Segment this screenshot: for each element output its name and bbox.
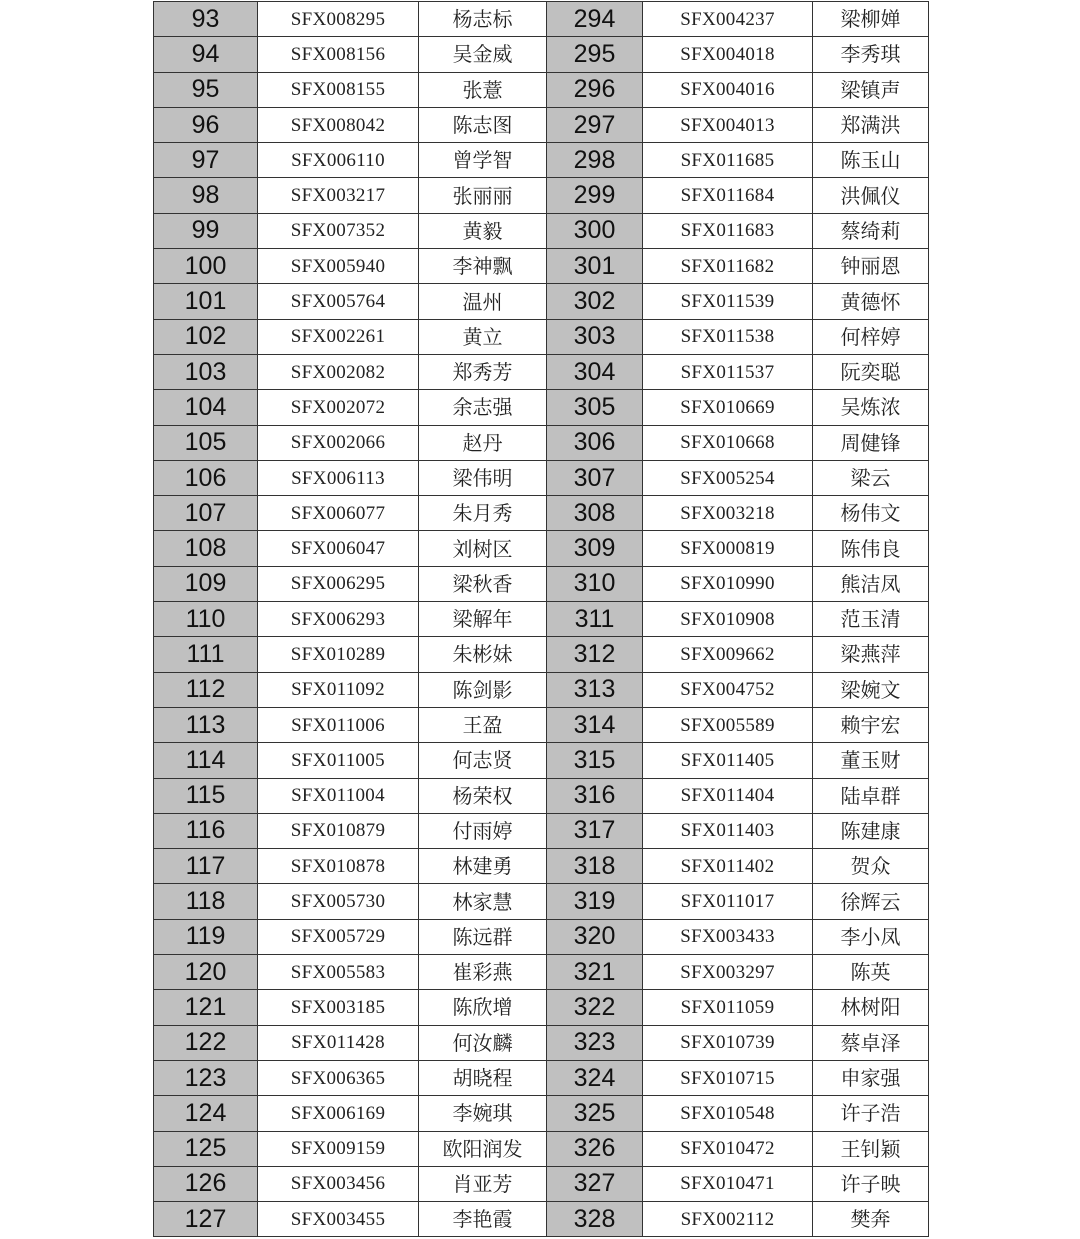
member-code-right: SFX010739	[643, 1025, 813, 1060]
row-number-left: 113	[154, 707, 258, 742]
table-row	[154, 319, 929, 354]
member-code-right: SFX003433	[643, 919, 813, 954]
member-name-left: 欧阳润发	[419, 1131, 547, 1166]
member-name-left: 温州	[419, 284, 547, 319]
member-code-left: SFX006169	[258, 1096, 419, 1131]
row-number-right: 325	[547, 1096, 643, 1131]
row-number-left: 116	[154, 813, 258, 848]
member-code-right: SFX011405	[643, 743, 813, 778]
table-row	[154, 707, 929, 742]
member-name-right: 陈玉山	[813, 143, 929, 178]
member-code-right: SFX004013	[643, 107, 813, 142]
row-number-left: 95	[154, 72, 258, 107]
member-code-left: SFX006077	[258, 496, 419, 531]
member-code-left: SFX002066	[258, 425, 419, 460]
member-name-right: 许子浩	[813, 1096, 929, 1131]
member-code-right: SFX011685	[643, 143, 813, 178]
member-name-left: 李神飘	[419, 249, 547, 284]
row-number-right: 313	[547, 672, 643, 707]
member-name-right: 陈建康	[813, 813, 929, 848]
member-name-right: 陈英	[813, 955, 929, 990]
row-number-left: 119	[154, 919, 258, 954]
member-code-left: SFX006365	[258, 1060, 419, 1095]
table-row	[154, 390, 929, 425]
member-name-left: 林家慧	[419, 884, 547, 919]
row-number-left: 114	[154, 743, 258, 778]
row-number-right: 322	[547, 990, 643, 1025]
member-name-right: 梁婉文	[813, 672, 929, 707]
member-name-left: 胡晓程	[419, 1060, 547, 1095]
member-name-right: 许子映	[813, 1166, 929, 1201]
table-row	[154, 72, 929, 107]
row-number-left: 112	[154, 672, 258, 707]
row-number-left: 110	[154, 602, 258, 637]
roster-table-container	[153, 1, 928, 1238]
member-name-left: 付雨婷	[419, 813, 547, 848]
member-name-left: 黄毅	[419, 213, 547, 248]
member-code-right: SFX011682	[643, 249, 813, 284]
member-name-left: 张丽丽	[419, 178, 547, 213]
member-name-left: 朱彬妹	[419, 637, 547, 672]
row-number-left: 97	[154, 143, 258, 178]
row-number-left: 93	[154, 2, 258, 37]
member-code-right: SFX004237	[643, 2, 813, 37]
table-row	[154, 1025, 929, 1060]
row-number-right: 296	[547, 72, 643, 107]
table-row	[154, 778, 929, 813]
row-number-right: 320	[547, 919, 643, 954]
member-name-left: 何汝麟	[419, 1025, 547, 1060]
member-name-right: 吴炼浓	[813, 390, 929, 425]
member-name-right: 徐辉云	[813, 884, 929, 919]
member-code-right: SFX011684	[643, 178, 813, 213]
member-name-left: 崔彩燕	[419, 955, 547, 990]
table-row	[154, 884, 929, 919]
member-code-left: SFX002072	[258, 390, 419, 425]
member-name-right: 何梓婷	[813, 319, 929, 354]
row-number-left: 121	[154, 990, 258, 1025]
member-code-right: SFX011059	[643, 990, 813, 1025]
member-name-left: 陈志图	[419, 107, 547, 142]
member-name-left: 吴金威	[419, 37, 547, 72]
member-code-left: SFX005583	[258, 955, 419, 990]
row-number-right: 324	[547, 1060, 643, 1095]
row-number-right: 323	[547, 1025, 643, 1060]
row-number-right: 314	[547, 707, 643, 742]
row-number-left: 107	[154, 496, 258, 531]
member-code-left: SFX008295	[258, 2, 419, 37]
table-row	[154, 637, 929, 672]
row-number-left: 102	[154, 319, 258, 354]
member-name-right: 梁镇声	[813, 72, 929, 107]
member-code-left: SFX006293	[258, 602, 419, 637]
member-code-left: SFX010289	[258, 637, 419, 672]
member-code-right: SFX011403	[643, 813, 813, 848]
row-number-right: 305	[547, 390, 643, 425]
table-row	[154, 460, 929, 495]
member-code-right: SFX010715	[643, 1060, 813, 1095]
table-row	[154, 1060, 929, 1095]
member-name-right: 洪佩仪	[813, 178, 929, 213]
member-code-right: SFX010472	[643, 1131, 813, 1166]
row-number-left: 108	[154, 531, 258, 566]
row-number-left: 127	[154, 1202, 258, 1237]
member-code-left: SFX010879	[258, 813, 419, 848]
row-number-left: 111	[154, 637, 258, 672]
member-name-right: 蔡卓泽	[813, 1025, 929, 1060]
member-name-left: 郑秀芳	[419, 354, 547, 389]
member-code-left: SFX003185	[258, 990, 419, 1025]
member-name-right: 范玉清	[813, 602, 929, 637]
row-number-right: 308	[547, 496, 643, 531]
table-row	[154, 743, 929, 778]
member-name-right: 熊洁凤	[813, 566, 929, 601]
member-name-right: 钟丽恩	[813, 249, 929, 284]
row-number-right: 306	[547, 425, 643, 460]
table-row	[154, 813, 929, 848]
member-name-right: 陈伟良	[813, 531, 929, 566]
member-code-right: SFX010668	[643, 425, 813, 460]
table-row	[154, 213, 929, 248]
table-row	[154, 354, 929, 389]
member-name-left: 张薏	[419, 72, 547, 107]
roster-table	[153, 1, 929, 1237]
member-name-left: 黄立	[419, 319, 547, 354]
row-number-right: 328	[547, 1202, 643, 1237]
member-code-left: SFX005764	[258, 284, 419, 319]
row-number-right: 317	[547, 813, 643, 848]
row-number-left: 94	[154, 37, 258, 72]
member-name-right: 蔡绮莉	[813, 213, 929, 248]
row-number-right: 318	[547, 849, 643, 884]
member-code-right: SFX010669	[643, 390, 813, 425]
table-row	[154, 955, 929, 990]
member-name-right: 董玉财	[813, 743, 929, 778]
table-row	[154, 249, 929, 284]
member-code-left: SFX003217	[258, 178, 419, 213]
member-code-right: SFX009662	[643, 637, 813, 672]
member-code-left: SFX006295	[258, 566, 419, 601]
table-row	[154, 425, 929, 460]
row-number-right: 300	[547, 213, 643, 248]
table-row	[154, 178, 929, 213]
member-code-left: SFX006047	[258, 531, 419, 566]
member-code-right: SFX003297	[643, 955, 813, 990]
table-row	[154, 2, 929, 37]
member-code-left: SFX005730	[258, 884, 419, 919]
member-code-left: SFX002261	[258, 319, 419, 354]
member-code-left: SFX002082	[258, 354, 419, 389]
member-code-right: SFX000819	[643, 531, 813, 566]
row-number-right: 302	[547, 284, 643, 319]
row-number-right: 311	[547, 602, 643, 637]
row-number-right: 295	[547, 37, 643, 72]
member-name-right: 李小凤	[813, 919, 929, 954]
row-number-left: 122	[154, 1025, 258, 1060]
member-name-right: 梁云	[813, 460, 929, 495]
member-name-left: 肖亚芳	[419, 1166, 547, 1201]
member-name-left: 余志强	[419, 390, 547, 425]
table-row	[154, 990, 929, 1025]
member-code-right: SFX010471	[643, 1166, 813, 1201]
member-code-right: SFX010548	[643, 1096, 813, 1131]
member-name-left: 梁伟明	[419, 460, 547, 495]
table-row	[154, 284, 929, 319]
member-name-left: 陈欣增	[419, 990, 547, 1025]
table-row	[154, 602, 929, 637]
member-name-left: 何志贤	[419, 743, 547, 778]
member-code-left: SFX011005	[258, 743, 419, 778]
row-number-left: 105	[154, 425, 258, 460]
member-code-left: SFX003455	[258, 1202, 419, 1237]
row-number-left: 104	[154, 390, 258, 425]
member-code-right: SFX011537	[643, 354, 813, 389]
row-number-right: 303	[547, 319, 643, 354]
row-number-left: 109	[154, 566, 258, 601]
member-code-right: SFX011683	[643, 213, 813, 248]
row-number-right: 312	[547, 637, 643, 672]
member-code-right: SFX011017	[643, 884, 813, 919]
member-code-right: SFX004016	[643, 72, 813, 107]
table-row	[154, 919, 929, 954]
row-number-right: 307	[547, 460, 643, 495]
member-name-left: 林建勇	[419, 849, 547, 884]
member-code-left: SFX011004	[258, 778, 419, 813]
row-number-left: 100	[154, 249, 258, 284]
row-number-left: 117	[154, 849, 258, 884]
member-name-left: 赵丹	[419, 425, 547, 460]
row-number-left: 99	[154, 213, 258, 248]
member-code-right: SFX005589	[643, 707, 813, 742]
member-code-right: SFX005254	[643, 460, 813, 495]
row-number-left: 115	[154, 778, 258, 813]
member-code-left: SFX008155	[258, 72, 419, 107]
table-row	[154, 531, 929, 566]
member-code-left: SFX011006	[258, 707, 419, 742]
member-name-left: 梁秋香	[419, 566, 547, 601]
member-code-left: SFX006113	[258, 460, 419, 495]
table-row	[154, 107, 929, 142]
table-row	[154, 1131, 929, 1166]
row-number-left: 98	[154, 178, 258, 213]
row-number-left: 101	[154, 284, 258, 319]
member-name-right: 樊奔	[813, 1202, 929, 1237]
member-name-left: 杨荣权	[419, 778, 547, 813]
table-row	[154, 672, 929, 707]
row-number-right: 297	[547, 107, 643, 142]
row-number-right: 301	[547, 249, 643, 284]
member-name-right: 黄德怀	[813, 284, 929, 319]
member-code-left: SFX006110	[258, 143, 419, 178]
row-number-right: 321	[547, 955, 643, 990]
row-number-left: 103	[154, 354, 258, 389]
member-code-right: SFX011538	[643, 319, 813, 354]
member-name-left: 朱月秀	[419, 496, 547, 531]
member-code-right: SFX011539	[643, 284, 813, 319]
table-row	[154, 1096, 929, 1131]
table-row	[154, 566, 929, 601]
row-number-right: 298	[547, 143, 643, 178]
roster-table-body	[154, 2, 929, 1237]
member-code-right: SFX004018	[643, 37, 813, 72]
table-row	[154, 1202, 929, 1237]
row-number-right: 310	[547, 566, 643, 601]
member-name-left: 陈剑影	[419, 672, 547, 707]
table-row	[154, 1166, 929, 1201]
member-code-right: SFX003218	[643, 496, 813, 531]
member-code-right: SFX002112	[643, 1202, 813, 1237]
member-name-right: 林树阳	[813, 990, 929, 1025]
row-number-right: 326	[547, 1131, 643, 1166]
member-name-right: 阮奕聪	[813, 354, 929, 389]
row-number-left: 106	[154, 460, 258, 495]
row-number-right: 316	[547, 778, 643, 813]
row-number-left: 96	[154, 107, 258, 142]
member-code-left: SFX011428	[258, 1025, 419, 1060]
member-code-left: SFX003456	[258, 1166, 419, 1201]
member-name-left: 梁解年	[419, 602, 547, 637]
row-number-left: 118	[154, 884, 258, 919]
row-number-right: 294	[547, 2, 643, 37]
member-name-left: 刘树区	[419, 531, 547, 566]
member-name-left: 杨志标	[419, 2, 547, 37]
row-number-right: 319	[547, 884, 643, 919]
member-name-right: 申家强	[813, 1060, 929, 1095]
member-name-right: 梁燕萍	[813, 637, 929, 672]
row-number-left: 125	[154, 1131, 258, 1166]
member-code-left: SFX005729	[258, 919, 419, 954]
member-name-right: 王钊颖	[813, 1131, 929, 1166]
table-row	[154, 496, 929, 531]
row-number-left: 126	[154, 1166, 258, 1201]
member-name-left: 王盈	[419, 707, 547, 742]
row-number-left: 124	[154, 1096, 258, 1131]
member-code-left: SFX007352	[258, 213, 419, 248]
member-name-right: 郑满洪	[813, 107, 929, 142]
member-code-right: SFX010990	[643, 566, 813, 601]
member-code-left: SFX011092	[258, 672, 419, 707]
member-code-left: SFX010878	[258, 849, 419, 884]
row-number-left: 120	[154, 955, 258, 990]
member-code-right: SFX011404	[643, 778, 813, 813]
member-name-right: 杨伟文	[813, 496, 929, 531]
member-code-right: SFX010908	[643, 602, 813, 637]
member-name-left: 陈远群	[419, 919, 547, 954]
member-name-right: 李秀琪	[813, 37, 929, 72]
member-name-left: 李艳霞	[419, 1202, 547, 1237]
row-number-right: 299	[547, 178, 643, 213]
member-name-right: 梁柳婵	[813, 2, 929, 37]
member-name-right: 贺众	[813, 849, 929, 884]
member-code-right: SFX004752	[643, 672, 813, 707]
table-row	[154, 37, 929, 72]
member-code-left: SFX008042	[258, 107, 419, 142]
member-code-left: SFX008156	[258, 37, 419, 72]
row-number-left: 123	[154, 1060, 258, 1095]
member-code-left: SFX009159	[258, 1131, 419, 1166]
row-number-right: 304	[547, 354, 643, 389]
member-name-left: 曾学智	[419, 143, 547, 178]
member-name-left: 李婉琪	[419, 1096, 547, 1131]
member-code-left: SFX005940	[258, 249, 419, 284]
member-code-right: SFX011402	[643, 849, 813, 884]
row-number-right: 327	[547, 1166, 643, 1201]
row-number-right: 315	[547, 743, 643, 778]
table-row	[154, 143, 929, 178]
member-name-right: 陆卓群	[813, 778, 929, 813]
row-number-right: 309	[547, 531, 643, 566]
member-name-right: 赖宇宏	[813, 707, 929, 742]
table-row	[154, 849, 929, 884]
member-name-right: 周健锋	[813, 425, 929, 460]
